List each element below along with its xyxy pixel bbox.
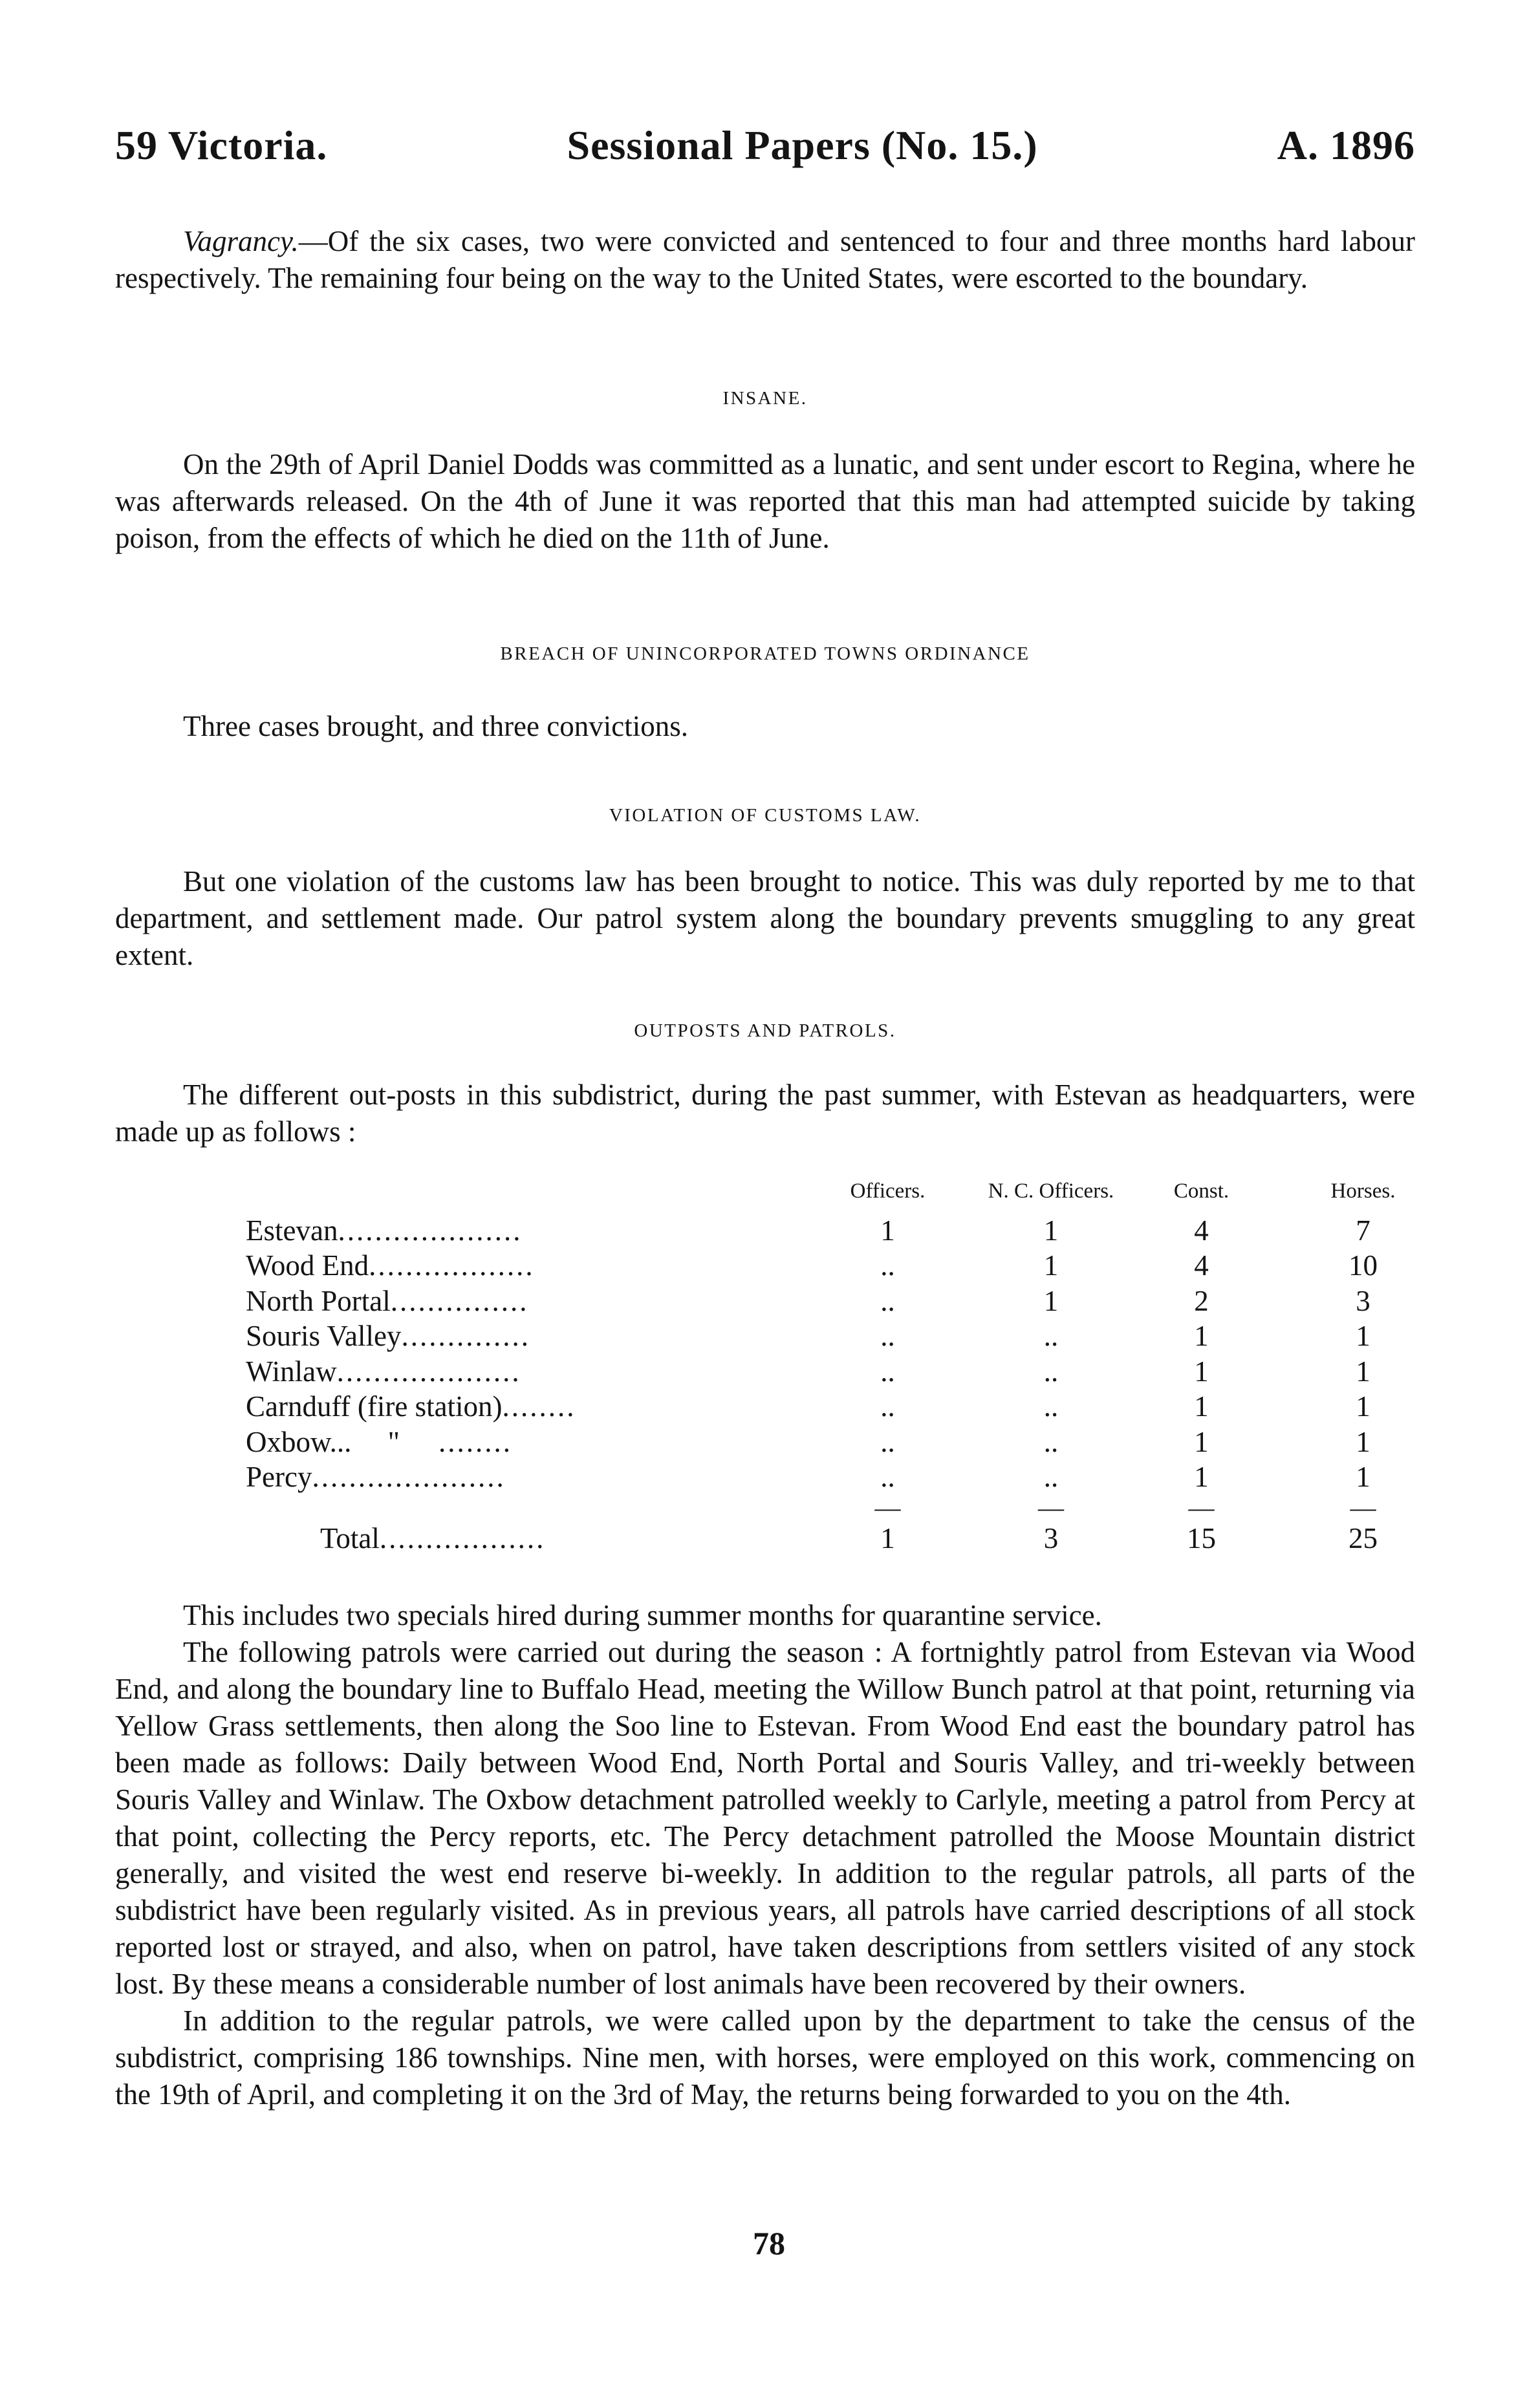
outposts-intro: The different out-posts in this subdistrict, during the past summer, with Estevan as headquarters, were made up as follows : xyxy=(115,1079,1415,1148)
total-nco: 3 xyxy=(1043,1521,1059,1554)
cell-nco: 1 xyxy=(1043,1214,1059,1247)
table-row xyxy=(246,1389,1449,1424)
rule-mark: — xyxy=(874,1492,901,1522)
total-label: Total xyxy=(320,1521,380,1554)
customs-heading: VIOLATION OF CUSTOMS LAW. xyxy=(609,805,922,826)
cell-nco: .. xyxy=(1043,1425,1059,1458)
cell-const: 1 xyxy=(1194,1390,1209,1423)
cell-horses: 1 xyxy=(1356,1390,1370,1423)
header-year: A. 1896 xyxy=(1277,122,1415,168)
breach-heading: BREACH OF UNINCORPORATED TOWNS ORDINANCE xyxy=(500,643,1030,664)
total-rule-row xyxy=(246,1495,1449,1521)
cell-officers: .. xyxy=(880,1355,895,1388)
row-place: Oxbow... " xyxy=(246,1425,400,1458)
cell-const: 1 xyxy=(1194,1461,1209,1493)
table-row xyxy=(246,1318,1449,1354)
cell-officers: .. xyxy=(880,1390,895,1423)
breach-text: Three cases brought, and three convictions. xyxy=(183,710,688,742)
table-row xyxy=(246,1459,1449,1495)
column-header-const: Const. xyxy=(1173,1179,1229,1203)
insane-text: On the 29th of April Daniel Dodds was committed as a lunatic, and sent under escort to Regina, where he was afterwards released. On the 4th of June it was reported that this man had attempted suicide by taking poison, from the effects of which he died on the 11th of June. xyxy=(115,448,1415,554)
total-horses: 25 xyxy=(1348,1521,1378,1554)
cell-const: 1 xyxy=(1194,1355,1209,1388)
cell-nco: .. xyxy=(1043,1390,1059,1423)
insane-heading: INSANE. xyxy=(722,388,808,409)
cell-const: 2 xyxy=(1194,1284,1209,1317)
row-dots: ........ xyxy=(438,1425,512,1458)
row-place: Souris Valley xyxy=(246,1320,402,1352)
page-header xyxy=(115,122,1415,169)
cell-const: 1 xyxy=(1194,1320,1209,1352)
row-dots: ..................... xyxy=(312,1461,506,1493)
table-row xyxy=(246,1284,1449,1319)
cell-officers: .. xyxy=(880,1320,895,1352)
rule-mark: — xyxy=(1038,1492,1064,1522)
patrols-section xyxy=(115,1597,1415,2113)
insane-paragraph xyxy=(115,446,1415,557)
quarantine-paragraph: This includes two specials hired during summer months for quarantine service. xyxy=(183,1599,1102,1631)
row-place: Wood End xyxy=(246,1249,369,1282)
cell-officers: .. xyxy=(880,1249,895,1282)
cell-nco: .. xyxy=(1043,1461,1059,1493)
cell-horses: 1 xyxy=(1356,1461,1370,1493)
cell-horses: 7 xyxy=(1356,1214,1370,1247)
row-dots: .................... xyxy=(336,1355,521,1388)
column-header-nco: N. C. Officers. xyxy=(988,1179,1114,1203)
cell-officers: 1 xyxy=(880,1214,895,1247)
row-place: Winlaw xyxy=(246,1355,337,1388)
row-place: Percy xyxy=(246,1461,312,1493)
customs-text: But one violation of the customs law has been brought to notice. This was duly reported by me to that department, and settlement made. Our patrol system along the boundary prevents smuggling to any great extent. xyxy=(115,865,1415,971)
customs-paragraph xyxy=(115,863,1415,974)
row-place: Estevan xyxy=(246,1214,338,1247)
rule-mark: — xyxy=(1350,1492,1376,1522)
column-header-officers: Officers. xyxy=(850,1179,926,1203)
census-paragraph: In addition to the regular patrols, we were called upon by the department to take the census of the subdistrict, comprising 186 townships. Nine men, with horses, were employed on this work, commencing on the 19th of April, and completing it on the 3rd of May, the returns being forwarded to you on the 4th. xyxy=(115,2005,1415,2111)
cell-horses: 1 xyxy=(1356,1355,1370,1388)
total-const: 15 xyxy=(1187,1521,1216,1554)
table-header-row xyxy=(246,1174,1449,1213)
cell-horses: 3 xyxy=(1356,1284,1370,1317)
total-dots: .................. xyxy=(379,1521,546,1554)
cell-nco: 1 xyxy=(1043,1284,1059,1317)
row-dots: .............. xyxy=(401,1320,530,1352)
row-place: Carnduff (fire station) xyxy=(246,1390,503,1423)
total-row xyxy=(246,1521,1449,1556)
cell-const: 1 xyxy=(1194,1425,1209,1458)
row-dots: ........ xyxy=(502,1390,576,1423)
cell-horses: 1 xyxy=(1356,1425,1370,1458)
row-dots: ............... xyxy=(390,1284,529,1317)
outposts-table xyxy=(246,1174,1449,1556)
total-officers: 1 xyxy=(880,1521,895,1554)
cell-nco: .. xyxy=(1043,1355,1059,1388)
column-header-horses: Horses. xyxy=(1330,1179,1396,1203)
outposts-heading: OUTPOSTS AND PATROLS. xyxy=(634,1020,896,1041)
vagrancy-label: Vagrancy. xyxy=(183,225,299,257)
cell-const: 4 xyxy=(1194,1249,1209,1282)
table-row xyxy=(246,1213,1449,1249)
cell-officers: .. xyxy=(880,1461,895,1493)
cell-horses: 1 xyxy=(1356,1320,1370,1352)
rule-mark: — xyxy=(1188,1492,1215,1522)
row-place: North Portal xyxy=(246,1284,391,1317)
breach-paragraph xyxy=(115,708,1415,745)
outposts-intro-paragraph xyxy=(115,1077,1415,1150)
header-title: Sessional Papers (No. 15.) xyxy=(567,122,1038,168)
cell-officers: .. xyxy=(880,1284,895,1317)
page-number: 78 xyxy=(753,2225,785,2261)
table-row xyxy=(246,1354,1449,1390)
cell-horses: 10 xyxy=(1348,1249,1378,1282)
table-row xyxy=(246,1424,1449,1460)
patrols-paragraph: The following patrols were carried out during the season : A fortnightly patrol from Estevan via Wood End, and along the boundary line to Buffalo Head, meeting the Willow Bunch patrol at that point, returning via Yellow Grass settlements, then along the Soo line to Estevan. From Wood End east the boundary patrol has been made as follows: Daily between Wood End, North Portal and Souris Valley, and tri-weekly between Souris Valley and Winlaw. The Oxbow detachment patrolled weekly to Carlyle, meeting a patrol from Percy at that point, collecting the Percy reports, etc. The Percy detachment patrolled the Moose Mountain district generally, and visited the west end reserve bi-weekly. In addition to the regular patrols, all parts of the subdistrict have been regularly visited. As in previous years, all patrols have carried descriptions of all stock reported lost or strayed, and also, when on patrol, have taken descriptions from settlers visited of any stock lost. By these means a considerable number of lost animals have been recovered by their owners. xyxy=(115,1636,1415,2000)
vagrancy-paragraph xyxy=(115,223,1415,297)
cell-nco: 1 xyxy=(1043,1249,1059,1282)
vagrancy-text: —Of the six cases, two were convicted and sentenced to four and three months hard labour respectively. The remaining four being on the way to the United States, were escorted to the boundary. xyxy=(115,225,1415,294)
row-dots: .................. xyxy=(369,1249,535,1282)
cell-nco: .. xyxy=(1043,1320,1059,1352)
cell-const: 4 xyxy=(1194,1214,1209,1247)
table-row xyxy=(246,1248,1449,1284)
row-dots: .................... xyxy=(338,1214,523,1247)
header-session: 59 Victoria. xyxy=(115,122,328,168)
cell-officers: .. xyxy=(880,1425,895,1458)
